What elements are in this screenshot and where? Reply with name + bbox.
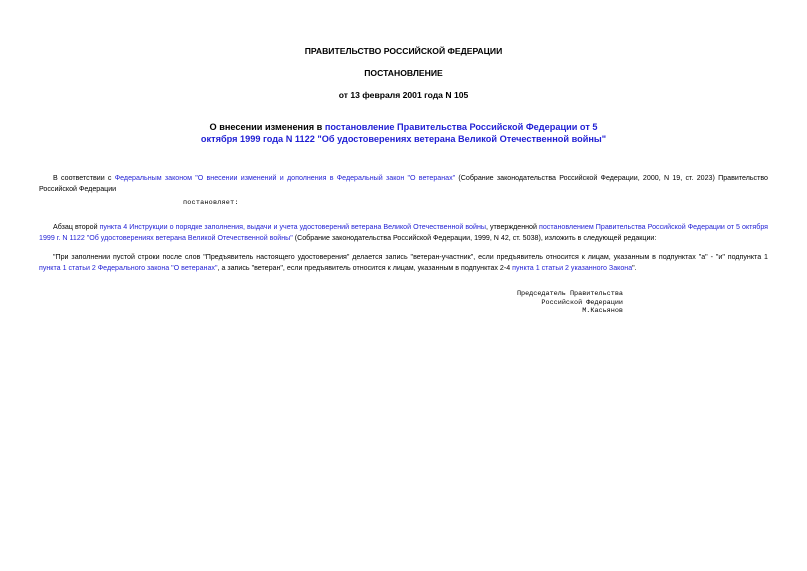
- p1-text-1: В соответствии с: [53, 174, 115, 182]
- title-prefix: О внесении изменения в: [209, 122, 325, 132]
- paragraph-amendment: [39, 222, 768, 243]
- p3-text-3: ".: [632, 263, 637, 272]
- paragraph-new-wording: [39, 252, 768, 273]
- signature-name: М.Касьянов: [582, 307, 623, 315]
- federal-law-link[interactable]: Федеральным законом "О внесении изменений и дополнения в Федеральный закон "О ветеранах": [114, 174, 456, 182]
- signature-country: Российской Федерации: [541, 298, 623, 307]
- signature-position: Председатель Правительства: [516, 290, 623, 298]
- instruction-link[interactable]: пункта 4 Инструкции о порядке заполнения, выдачи и учета удостоверений ветерана Великой Отечественной войны: [99, 223, 486, 231]
- p2-text-2: , утвержденной: [485, 223, 540, 231]
- paragraph-preamble: [39, 173, 768, 194]
- p3-text-1: "При заполнении пустой строки после слов "Предъявитель настоящего удостоверения" делается запись "ветеран-участник", если предъявитель относится к лицам, указанным в подпунктах "а" - "и" подпункта 1: [53, 253, 768, 261]
- date-number: от 13 февраля 2001 года N 105: [338, 90, 469, 100]
- p2-text-3: (Собрание законодательства Российской Федерации, 1999, N 42, ст. 5038), изложить в следующей редакции:: [292, 233, 657, 242]
- government-header: ПРАВИТЕЛЬСТВО РОССИЙСКОЙ ФЕДЕРАЦИИ: [304, 46, 503, 56]
- document-type: ПОСТАНОВЛЕНИЕ: [364, 68, 443, 78]
- p1-text-2: (Собрание законодательства Российской Федерации, 2000, N 19, ст. 2023) Правительство Российской Федерации: [39, 174, 768, 193]
- p3-text-2: , а запись "ветеран", если предъявитель относится к лицам, указанным в подпунктах 2-4: [217, 263, 513, 272]
- document-title: [200, 121, 607, 145]
- law-article-link[interactable]: пункта 1 статьи 2 Федерального закона "О ветеранах": [39, 263, 218, 272]
- title-link[interactable]: постановление Правительства Российской Федерации от 5 октября 1999 года N 1122 "Об удостоверениях ветерана Великой Отечественной войны": [200, 122, 607, 144]
- p2-text-1: Абзац второй: [53, 223, 100, 231]
- signature-block: [517, 290, 623, 316]
- law-article-link-2[interactable]: пункта 1 статьи 2 указанного Закона: [512, 263, 633, 272]
- resolution-link[interactable]: постановлением Правительства Российской Федерации от 5 октября 1999 г. N 1122 "Об удостоверениях ветерана Великой Отечественной войны": [39, 223, 769, 242]
- decree-word: постановляет:: [183, 199, 239, 207]
